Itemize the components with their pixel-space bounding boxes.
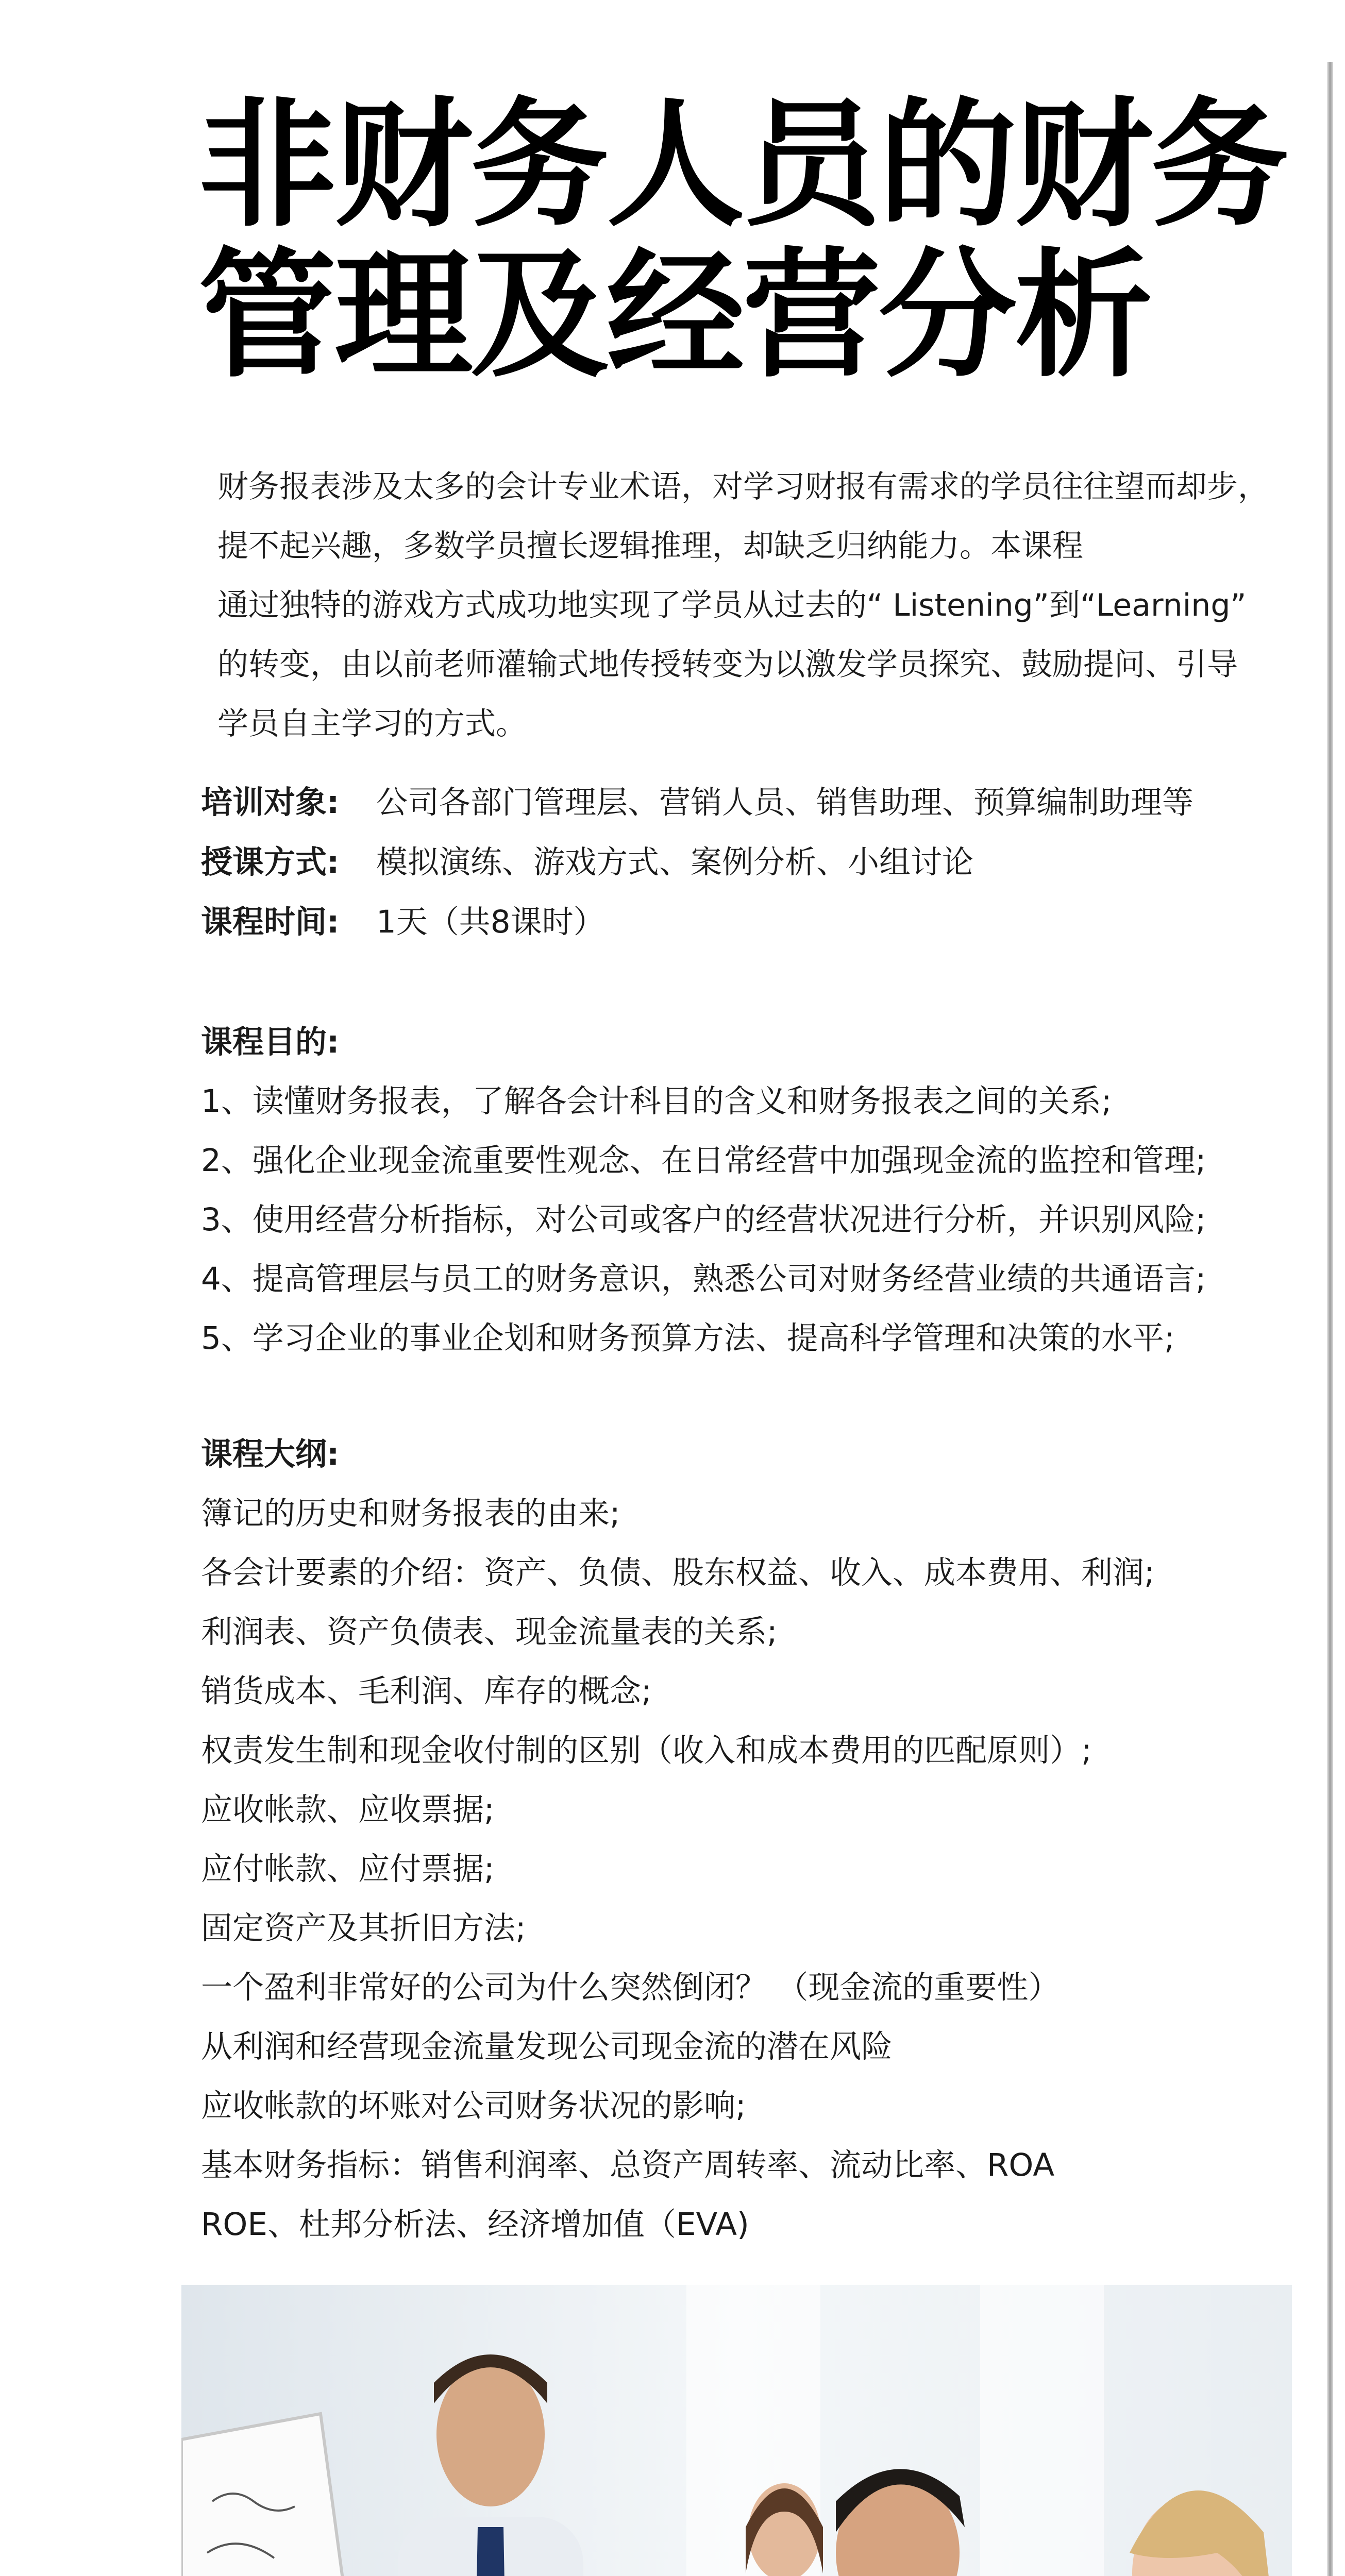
team-meeting-photo [181,2285,1292,2576]
meta-value: 1天（共8课时） [376,904,605,940]
intro-line: 学员自主学习的方式。 [217,706,527,742]
outline-item: 应收帐款、应收票据; [201,1791,495,1828]
meta-label: 课程时间: [201,904,340,940]
intro-line: 提不起兴趣，多数学员擅长逻辑推理，却缺乏归纳能力。本课程 [217,528,1083,564]
outline-item: 权责发生制和现金收付制的区别（收入和成本费用的匹配原则）; [201,1732,1092,1769]
outline-item: 利润表、资产负债表、现金流量表的关系; [201,1614,778,1650]
meta-row-duration [201,892,1309,952]
intro-line: 财务报表涉及太多的会计专业术语，对学习财报有需求的学员往往望而却步， [217,469,1269,505]
page-title [198,85,1287,396]
outline-item: 固定资产及其折旧方法; [201,1910,526,1946]
outline-item: 各会计要素的介绍：资产、负债、股东权益、收入、成本费用、利润; [201,1554,1155,1591]
intro-line: 的转变，由以前老师灌输式地传授转变为以激发学员探究、鼓励提问、引导 [217,647,1238,683]
page-title-line-1: 非财务人员的财务 [198,85,1287,246]
outline-item: 一个盈利非常好的公司为什么突然倒闭？ （现金流的重要性） [201,1969,1060,2006]
meta-label: 授课方式: [201,844,340,880]
outline-item: 应付帐款、应付票据; [201,1851,495,1887]
objective-item: 3、使用经营分析指标，对公司或客户的经营状况进行分析，并识别风险; [201,1201,1206,1238]
outline-item: 基本财务指标：销售利润率、总资产周转率、流动比率、ROA [201,2147,1055,2183]
intro-line: 通过独特的游戏方式成功地实现了学员从过去的“ Listening”到“Learning” [217,587,1247,623]
objective-item: 1、读懂财务报表，了解各会计科目的含义和财务报表之间的关系; [201,1083,1112,1120]
page-title-line-2: 管理及经营分析 [198,235,1151,396]
outline-item: ROE、杜邦分析法、经济增加值（EVA) [201,2206,749,2243]
objective-item: 4、提高管理层与员工的财务意识，熟悉公司对财务经营业绩的共通语言; [201,1261,1206,1297]
outline-section [201,1425,1309,2254]
meta-label: 培训对象: [201,784,340,821]
meta-row-audience [201,773,1309,833]
objective-item: 2、强化企业现金流重要性观念、在日常经营中加强现金流的监控和管理; [201,1142,1206,1179]
outline-item: 销货成本、毛利润、库存的概念; [201,1673,652,1709]
course-meta [201,773,1309,952]
meta-row-method [201,833,1309,892]
outline-heading: 课程大纲: [201,1436,340,1472]
team-meeting-illustration [181,2285,1292,2576]
outline-item: 从利润和经营现金流量发现公司现金流的潜在风险 [201,2028,893,2065]
outline-item: 簿记的历史和财务报表的由来; [201,1495,620,1532]
meta-value: 公司各部门管理层、营销人员、销售助理、预算编制助理等 [376,784,1194,821]
objectives-heading: 课程目的: [201,1024,340,1060]
intro-paragraph [217,457,1325,754]
objective-item: 5、学习企业的事业企划和财务预算方法、提高科学管理和决策的水平; [201,1320,1175,1357]
outline-item: 应收帐款的坏账对公司财务状况的影响; [201,2088,746,2124]
page-edge-shadow [1327,62,1333,2576]
objectives-section [201,1012,1309,1368]
meta-value: 模拟演练、游戏方式、案例分析、小组讨论 [376,844,974,880]
